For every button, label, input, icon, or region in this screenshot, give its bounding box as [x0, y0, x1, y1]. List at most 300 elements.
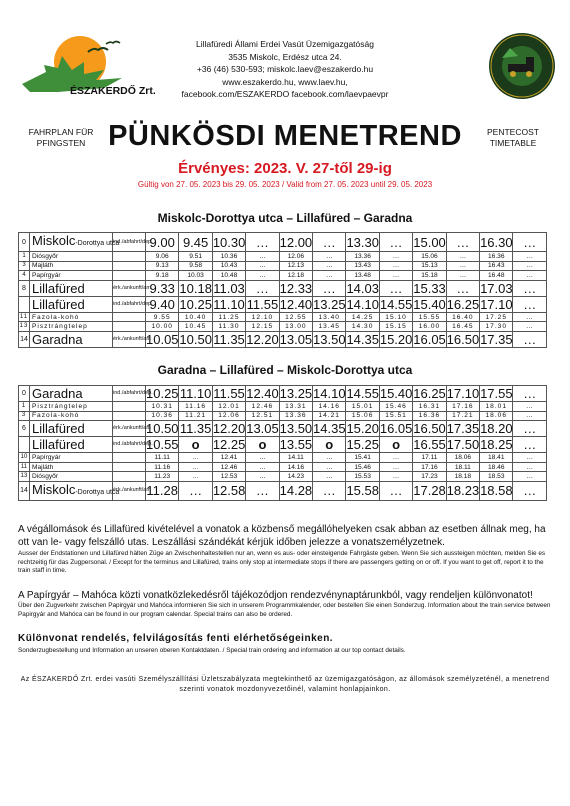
time-cell: …: [446, 261, 479, 271]
time-cell: 16.30: [480, 234, 513, 250]
time-cell: 10.40: [179, 312, 212, 322]
time-cell: 12.53: [212, 472, 245, 482]
time-cell: …: [179, 472, 212, 482]
station-subname: -Dorottya utca: [75, 488, 120, 496]
station-cell: [30, 331, 113, 347]
org-facebook[interactable]: facebook.com/ESZAKERDO facebook.com/laevpaevpr: [181, 89, 389, 99]
time-cell: 18.23: [446, 483, 480, 499]
station-cell: [30, 453, 113, 463]
time-cell: …: [179, 481, 212, 500]
timetable-row: [19, 296, 547, 312]
time-cell: …: [513, 386, 547, 402]
station-cell: [30, 421, 113, 437]
arr-dep-cell: [113, 453, 146, 463]
timetable-return: [18, 385, 547, 501]
km-cell: 1: [19, 252, 30, 262]
special-train-note: Különvonat rendelés, felvilágosítás fenti elérhetőségeinken.: [18, 633, 334, 644]
km-cell: 14: [19, 481, 30, 500]
time-cell: 14.35: [346, 331, 379, 347]
station-name: Diósgyőr: [32, 473, 59, 481]
time-cell: 10.30: [212, 234, 246, 250]
time-cell: 10.50: [146, 421, 179, 437]
time-cell: 10.43: [212, 261, 245, 271]
km-cell: 0: [19, 386, 30, 402]
station-name: Papírgyár: [32, 453, 61, 461]
time-cell: 17.30: [480, 322, 513, 332]
time-cell: 13.50: [313, 331, 346, 347]
arr-dep-cell: ind./abfahrt/dep.: [113, 296, 146, 312]
time-cell: …: [513, 411, 547, 421]
time-cell: 10.05: [146, 331, 179, 347]
station-name: Lillafüred: [32, 280, 85, 296]
time-cell: 11.55: [246, 296, 279, 312]
time-cell: 12.55: [279, 312, 312, 322]
time-cell: …: [379, 280, 412, 296]
time-cell: 17.35: [446, 421, 480, 437]
time-cell: …: [313, 462, 346, 472]
arr-dep-cell: [113, 312, 146, 322]
time-cell: 16.40: [446, 312, 479, 322]
time-cell: 10.48: [212, 271, 245, 281]
time-cell: 18.58: [480, 483, 513, 499]
time-cell: 10.45: [179, 322, 212, 332]
time-cell: …: [513, 331, 547, 347]
station-name: Lillafüred: [32, 437, 85, 453]
km-cell: 10: [19, 453, 30, 463]
time-cell: …: [513, 322, 547, 332]
title-german-line1: FAHRPLAN FÜR: [28, 127, 94, 137]
km-cell: 1: [19, 402, 30, 412]
timetable-row: [19, 233, 547, 252]
time-cell: 15.40: [413, 296, 446, 312]
org-address: 3535 Miskolc, Erdész utca 24.: [228, 51, 342, 62]
time-cell: 12.41: [212, 453, 245, 463]
arr-dep-cell: [113, 271, 146, 281]
time-cell: 16.36: [480, 252, 513, 262]
time-cell: 16.25: [446, 296, 480, 312]
time-cell: 18.01: [480, 402, 513, 412]
time-cell: 12.06: [279, 252, 312, 262]
time-cell: 10.50: [179, 331, 212, 347]
time-cell: o: [313, 437, 346, 453]
timetable-row: [19, 402, 547, 412]
km-cell: 13: [19, 322, 30, 332]
timetable-row: [19, 472, 547, 482]
timetable-row: [19, 411, 547, 421]
arr-dep-cell: ind./abfahrt/dep.: [113, 386, 146, 402]
station-name: Miskolc: [32, 233, 76, 248]
title-german-line2: PFINGSTEN: [36, 138, 86, 148]
timetable-row: [19, 331, 547, 347]
time-cell: 12.46: [246, 402, 279, 412]
time-cell: 18.18: [446, 472, 479, 482]
time-cell: 18.11: [446, 462, 479, 472]
time-cell: 16.25: [413, 386, 446, 401]
time-cell: 11.23: [146, 472, 179, 482]
km-cell: 11: [19, 462, 30, 472]
time-cell: 12.00: [279, 234, 313, 250]
time-cell: 15.46: [379, 402, 412, 412]
time-cell: 15.06: [413, 252, 446, 262]
time-cell: 16.36: [413, 411, 446, 421]
time-cell: …: [513, 481, 547, 500]
validity-translation: Gültig von 27. 05. 2023 bis 29. 05. 2023 / Valid from 27. 05. 2023 until 29. 05. 2023: [137, 180, 433, 189]
org-websites[interactable]: www.eszakerdo.hu, www.laev.hu,: [222, 76, 348, 87]
time-cell: 15.20: [379, 331, 413, 347]
time-cell: 10.25: [179, 296, 212, 312]
time-cell: 16.45: [446, 322, 479, 332]
station-name: Garadna: [32, 386, 83, 401]
time-cell: 17.16: [413, 462, 446, 472]
time-cell: …: [513, 233, 547, 252]
time-cell: …: [379, 252, 412, 262]
station-cell: [30, 252, 113, 262]
time-cell: 11.16: [179, 402, 212, 412]
time-cell: 17.10: [480, 296, 513, 312]
time-cell: 13.30: [346, 234, 379, 250]
time-cell: 12.06: [212, 411, 245, 421]
timetable-row: [19, 386, 547, 402]
time-cell: 12.46: [212, 462, 245, 472]
time-cell: …: [513, 437, 547, 453]
time-cell: 15.01: [346, 402, 379, 412]
time-cell: 15.15: [379, 322, 412, 332]
km-cell: [19, 296, 30, 312]
time-cell: 17.10: [446, 386, 480, 401]
time-cell: …: [446, 271, 479, 281]
time-cell: 12.18: [279, 271, 312, 281]
km-cell: 4: [19, 271, 30, 281]
mahoca-note-translation: Über den Zugverkehr zwischen Papirgyár und Mahóca informieren Sie sich in unserem Programmkalender, oder bestellen Sie einen Sonderzug. Information about the train service between Papirgyár and Mahóca can be found in our program calendar. Special trains can also be ordered.: [18, 602, 551, 618]
station-cell: [30, 312, 113, 322]
time-cell: 12.33: [279, 280, 313, 296]
arr-dep-cell: [113, 322, 146, 332]
time-cell: 15.41: [346, 453, 379, 463]
time-cell: 11.10: [179, 386, 212, 401]
timetable-row: [19, 481, 547, 500]
time-cell: 17.11: [413, 453, 446, 463]
time-cell: …: [513, 252, 547, 262]
arr-dep-cell: [113, 462, 146, 472]
time-cell: 11.10: [213, 296, 245, 312]
time-cell: …: [513, 271, 547, 281]
timetable-row: [19, 322, 547, 332]
stop-request-note-translation: Ausser der Endstationen und Lillafüred hälten Züge an Zwischenhaltestellen nur an, wenn es aus- oder einsteigende Fahrgäste geben. Wenn Sie sich aussteigen möchten, melden Sie es rechtzeitig für das Zugpersonal. / Except for the terminus and Lillafüred, trains only stop at intermediate stops if there are passengers getting on or off. If you want to get off, report it to the train staff in time.: [18, 550, 546, 574]
time-cell: 9.06: [146, 252, 179, 262]
time-cell: …: [513, 312, 547, 322]
station-subname: -Dorottya utca: [75, 240, 120, 247]
time-cell: 9.55: [146, 312, 179, 322]
time-cell: 17.28: [413, 483, 446, 499]
time-cell: …: [513, 421, 547, 437]
time-cell: 11.03: [213, 280, 245, 296]
time-cell: 14.16: [313, 402, 346, 412]
time-cell: …: [379, 233, 412, 252]
time-cell: …: [246, 271, 279, 281]
time-cell: 18.41: [480, 453, 513, 463]
time-cell: 17.23: [413, 472, 446, 482]
station-name: Diósgyőr: [32, 252, 59, 260]
arr-dep-cell: [113, 252, 146, 262]
time-cell: 10.00: [146, 322, 179, 332]
time-cell: 9.40: [146, 296, 179, 312]
km-cell: 3: [19, 261, 30, 271]
route-title-return: Garadna – Lillafüred – Miskolc-Dorottya utca: [157, 363, 413, 377]
km-cell: 13: [19, 472, 30, 482]
station-name: Fazola-kohó: [32, 412, 80, 420]
station-cell: [30, 322, 113, 332]
time-cell: 9.33: [146, 280, 179, 296]
station-cell: [30, 437, 113, 453]
time-cell: 17.21: [446, 411, 479, 421]
time-cell: 16.55: [413, 437, 446, 453]
laev-seal-logo: [488, 32, 556, 100]
timetable-row: [19, 252, 547, 262]
time-cell: 11.16: [146, 462, 179, 472]
time-cell: …: [379, 453, 412, 463]
timetable-row: [19, 271, 547, 281]
time-cell: …: [246, 233, 279, 252]
time-cell: 16.00: [413, 322, 446, 332]
time-cell: …: [446, 233, 479, 252]
time-cell: 15.58: [346, 483, 379, 499]
time-cell: …: [313, 271, 346, 281]
org-name: Lillafüredi Állami Erdei Vasút Üzemigazgatóság: [196, 39, 374, 49]
km-cell: 0: [19, 233, 30, 252]
time-cell: …: [379, 271, 412, 281]
station-cell: [30, 271, 113, 281]
time-cell: …: [379, 481, 412, 500]
time-cell: 11.25: [212, 312, 245, 322]
time-cell: 14.55: [379, 296, 413, 312]
time-cell: 16.05: [379, 421, 413, 437]
station-cell: [30, 233, 120, 252]
time-cell: 10.36: [146, 411, 179, 421]
time-cell: 12.40: [279, 296, 313, 312]
station-name: Majláth: [32, 463, 54, 471]
time-cell: 12.20: [246, 331, 279, 347]
time-cell: 10.55: [146, 437, 179, 453]
time-cell: 13.25: [313, 296, 346, 312]
time-cell: 15.20: [346, 421, 379, 437]
station-name: Papírgyár: [32, 271, 61, 279]
station-name: Lillafüred: [32, 421, 85, 437]
time-cell: …: [313, 261, 346, 271]
time-cell: 13.50: [279, 421, 313, 437]
time-cell: …: [513, 296, 547, 312]
timetable-row: [19, 280, 547, 296]
time-cell: 13.45: [313, 322, 346, 332]
time-cell: 15.55: [413, 312, 446, 322]
km-cell: 14: [19, 331, 30, 347]
timetable-row: [19, 261, 547, 271]
arr-dep-cell: ind./abfahrt/dep.: [113, 233, 146, 252]
time-cell: 12.58: [212, 483, 246, 499]
arr-dep-cell: érk./ankunft/arr.: [113, 481, 146, 500]
time-cell: …: [246, 261, 279, 271]
time-cell: 18.25: [480, 437, 513, 453]
time-cell: 10.31: [146, 402, 179, 412]
time-cell: 14.55: [346, 386, 379, 401]
time-cell: …: [246, 453, 279, 463]
time-cell: 15.00: [413, 234, 446, 250]
arr-dep-cell: érk./ankunft/arr.: [113, 280, 146, 296]
time-cell: 14.11: [279, 453, 312, 463]
time-cell: 16.48: [480, 271, 513, 281]
time-cell: 9.51: [179, 252, 212, 262]
station-name: Lillafüred: [32, 296, 85, 312]
time-cell: 15.33: [413, 280, 446, 296]
time-cell: …: [513, 280, 547, 296]
mahoca-note: A Papírgyár – Mahóca közti vonatközlekedésről tájékozódjon rendezvénynaptárunkból, vagy rendeljen különvonatot!: [18, 590, 533, 601]
time-cell: 18.20: [480, 421, 513, 437]
title-english-line1: PENTECOST: [487, 127, 539, 137]
km-cell: 6: [19, 421, 30, 437]
time-cell: 13.25: [279, 386, 313, 401]
time-cell: …: [246, 462, 279, 472]
time-cell: 14.25: [346, 312, 379, 322]
time-cell: …: [379, 472, 412, 482]
time-cell: 14.16: [279, 462, 312, 472]
time-cell: …: [246, 280, 279, 296]
time-cell: …: [513, 472, 547, 482]
time-cell: 11.30: [212, 322, 245, 332]
time-cell: 16.50: [446, 331, 480, 347]
time-cell: 13.36: [279, 411, 312, 421]
time-cell: …: [246, 481, 279, 500]
station-name: Miskolc: [32, 481, 76, 497]
time-cell: …: [379, 462, 412, 472]
time-cell: 10.03: [179, 271, 212, 281]
time-cell: 15.53: [346, 472, 379, 482]
logo-wordmark: ÉSZAKERDŐ Zrt.: [70, 85, 156, 97]
time-cell: 17.25: [480, 312, 513, 322]
time-cell: …: [313, 233, 346, 252]
time-cell: 13.40: [313, 312, 346, 322]
time-cell: 11.35: [179, 421, 212, 437]
time-cell: …: [313, 453, 346, 463]
route-title-outbound: Miskolc-Dorottya utca – Lillafüred – Garadna: [157, 211, 413, 225]
time-cell: 9.13: [146, 261, 179, 271]
time-cell: …: [513, 462, 547, 472]
time-cell: 17.03: [480, 280, 513, 296]
time-cell: 14.23: [279, 472, 312, 482]
time-cell: 12.25: [212, 437, 246, 453]
time-cell: …: [513, 453, 547, 463]
time-cell: 18.06: [446, 453, 479, 463]
time-cell: o: [246, 437, 279, 453]
station-name: Pisztrángtelep: [32, 402, 88, 410]
station-cell: [30, 261, 113, 271]
time-cell: 14.35: [313, 421, 346, 437]
time-cell: 15.46: [346, 462, 379, 472]
time-cell: 13.55: [279, 437, 313, 453]
arr-dep-cell: ind./abfahrt/dep.: [113, 437, 146, 453]
time-cell: 10.25: [146, 386, 179, 401]
time-cell: 15.51: [379, 411, 412, 421]
time-cell: 16.50: [413, 421, 446, 437]
timetable-row: [19, 312, 547, 322]
time-cell: 13.00: [279, 322, 312, 332]
time-cell: …: [379, 261, 412, 271]
arr-dep-cell: [113, 402, 146, 412]
organization-contact: [150, 38, 420, 101]
timetable-row: [19, 462, 547, 472]
time-cell: 13.05: [246, 421, 279, 437]
arr-dep-cell: [113, 411, 146, 421]
arr-dep-cell: [113, 472, 146, 482]
station-name: Pisztrángtelep: [32, 323, 88, 331]
header: [0, 0, 570, 118]
time-cell: 18.53: [480, 472, 513, 482]
station-cell: [30, 296, 113, 312]
km-cell: 3: [19, 411, 30, 421]
station-name: Garadna: [32, 331, 83, 347]
time-cell: 11.35: [213, 331, 245, 347]
time-cell: 14.10: [346, 296, 379, 312]
title-english: [478, 127, 548, 149]
time-cell: 12.10: [246, 312, 279, 322]
time-cell: 17.35: [480, 331, 513, 347]
time-cell: 13.36: [346, 252, 379, 262]
special-train-note-translation: Sonderzugbestellung und Information an unseren oberen Kontaktdaten. / Special train ordering and information at our top contact details.: [18, 647, 406, 654]
time-cell: 12.20: [212, 421, 246, 437]
time-cell: 13.05: [279, 331, 313, 347]
time-cell: 15.40: [379, 386, 413, 401]
timetable-row: [19, 453, 547, 463]
station-cell: [30, 386, 113, 402]
station-cell: [30, 472, 113, 482]
time-cell: …: [313, 481, 346, 500]
time-cell: 11.55: [213, 386, 245, 401]
time-cell: 13.31: [279, 402, 312, 412]
km-cell: 8: [19, 280, 30, 296]
time-cell: …: [246, 472, 279, 482]
org-phone-email[interactable]: +36 (46) 530-593; miskolc.laev@eszakerdo.hu: [196, 64, 374, 74]
station-cell: [30, 481, 120, 500]
regulations-note: Az ÉSZAKERDŐ Zrt. erdei vasúti Személyszállítási Üzletszabályzata megtekinthető az üzemigazgatóságon, az állomások személyzeténél, a menetrend szerinti vonatok mozdonyvezetőinél, valamint honlapjainkon.: [20, 676, 550, 693]
time-cell: 16.43: [480, 261, 513, 271]
time-cell: …: [313, 280, 346, 296]
time-cell: 9.18: [146, 271, 179, 281]
time-cell: 9.45: [179, 233, 212, 252]
time-cell: 9.58: [179, 261, 212, 271]
title-english-line2: TIMETABLE: [489, 138, 537, 148]
time-cell: 12.40: [246, 386, 279, 401]
time-cell: 12.01: [212, 402, 245, 412]
time-cell: 14.28: [279, 483, 313, 499]
time-cell: 14.30: [346, 322, 379, 332]
validity-period: Érvényes: 2023. V. 27-től 29-ig: [178, 160, 392, 177]
timetable-outbound: [18, 232, 547, 348]
time-cell: 17.55: [480, 386, 513, 401]
time-cell: 10.36: [212, 252, 245, 262]
station-name: Fazola-kohó: [32, 313, 80, 321]
km-cell: 11: [19, 312, 30, 322]
station-name: Majláth: [32, 262, 54, 270]
time-cell: 14.03: [346, 280, 379, 296]
time-cell: 15.06: [346, 411, 379, 421]
time-cell: 14.10: [313, 386, 346, 401]
time-cell: 17.50: [446, 437, 480, 453]
timetable-row: [19, 437, 547, 453]
station-cell: [30, 411, 113, 421]
time-cell: …: [313, 472, 346, 482]
station-cell: [30, 280, 113, 296]
time-cell: 14.21: [313, 411, 346, 421]
km-cell: [19, 437, 30, 453]
time-cell: 18.06: [480, 411, 513, 421]
